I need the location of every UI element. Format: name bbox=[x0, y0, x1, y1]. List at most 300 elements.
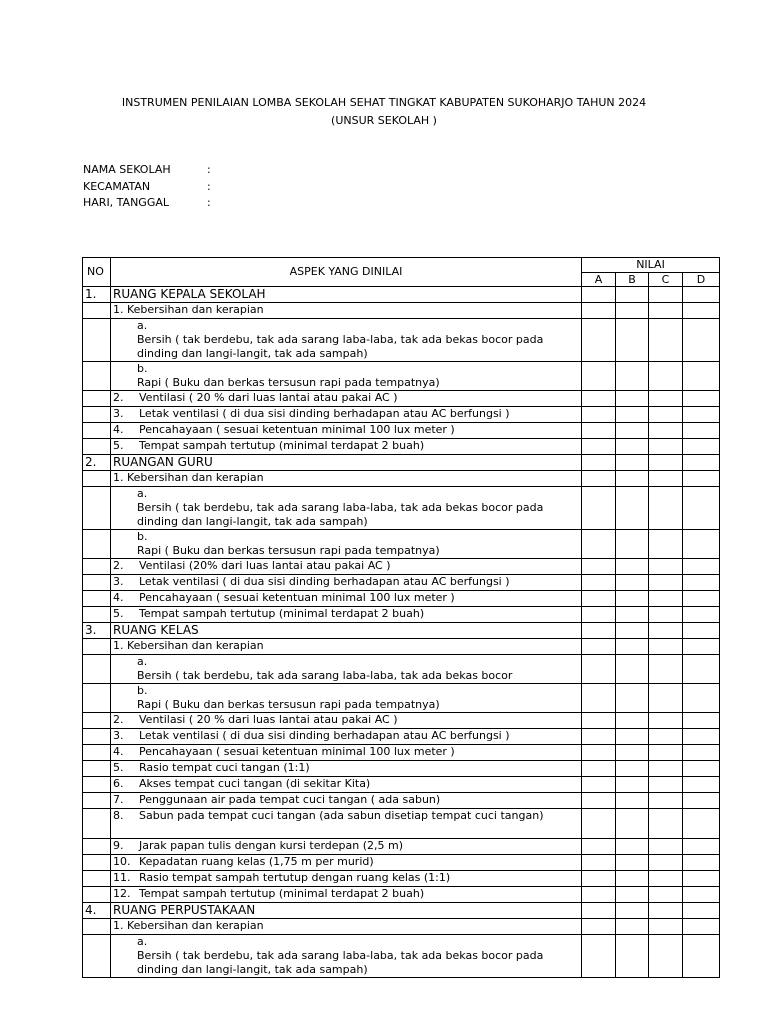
no-cell bbox=[83, 303, 111, 319]
grade-cell-b[interactable] bbox=[616, 575, 649, 591]
item-text: Jarak papan tulis dengan kursi terdepan (2,5 m) bbox=[139, 839, 404, 852]
no-cell bbox=[83, 471, 111, 487]
info-sep: : bbox=[207, 180, 211, 193]
item-text: Kebersihan dan kerapian bbox=[127, 919, 264, 932]
table-row bbox=[83, 745, 720, 761]
document-title-line2: (UNSUR SEKOLAH ) bbox=[331, 114, 437, 127]
no-cell bbox=[83, 423, 111, 439]
table-row bbox=[83, 607, 720, 623]
header-grade-c: C bbox=[649, 273, 683, 287]
grade-cell-c[interactable] bbox=[649, 391, 683, 407]
grade-cell-d[interactable] bbox=[683, 423, 720, 439]
grade-cell-b[interactable] bbox=[616, 471, 649, 487]
item-text: Kebersihan dan kerapian bbox=[127, 639, 264, 652]
info-label: NAMA SEKOLAH bbox=[83, 163, 171, 176]
grade-cell-a[interactable] bbox=[582, 655, 616, 684]
aspect-cell bbox=[111, 935, 582, 978]
grade-cell-b[interactable] bbox=[616, 729, 649, 745]
grade-cell-a[interactable] bbox=[582, 362, 616, 391]
item-number: 1. bbox=[113, 919, 124, 932]
grade-cell-c[interactable] bbox=[649, 487, 683, 530]
table-row bbox=[83, 303, 720, 319]
item-number: 1. bbox=[113, 639, 124, 652]
table-row bbox=[83, 919, 720, 935]
item-number: 3. bbox=[113, 407, 124, 420]
grade-cell-c[interactable] bbox=[649, 575, 683, 591]
header-nilai: NILAI bbox=[582, 258, 720, 273]
aspect-cell bbox=[111, 391, 582, 407]
grade-cell-c[interactable] bbox=[649, 919, 683, 935]
aspect-cell bbox=[111, 487, 582, 530]
grade-cell-b[interactable] bbox=[616, 903, 649, 919]
table-row bbox=[83, 487, 720, 530]
grade-cell-b[interactable] bbox=[616, 591, 649, 607]
grade-cell-b[interactable] bbox=[616, 487, 649, 530]
item-text: Sabun pada tempat cuci tangan (ada sabun disetiap tempat cuci tangan) bbox=[139, 809, 544, 822]
grade-cell-c[interactable] bbox=[649, 287, 683, 303]
section-title: RUANG PERPUSTAKAAN bbox=[111, 903, 582, 919]
grade-cell-c[interactable] bbox=[649, 591, 683, 607]
table-row bbox=[83, 591, 720, 607]
grade-cell-a[interactable] bbox=[582, 761, 616, 777]
grade-cell-c[interactable] bbox=[649, 530, 683, 559]
item-number: b. bbox=[137, 362, 148, 375]
no-cell bbox=[83, 713, 111, 729]
grade-cell-b[interactable] bbox=[616, 871, 649, 887]
aspect-cell bbox=[111, 591, 582, 607]
aspect-cell bbox=[111, 871, 582, 887]
table-row bbox=[83, 655, 720, 684]
aspect-cell bbox=[111, 575, 582, 591]
grade-cell-c[interactable] bbox=[649, 607, 683, 623]
section-number: 4. bbox=[83, 903, 111, 919]
grade-cell-c[interactable] bbox=[649, 471, 683, 487]
item-text: Kebersihan dan kerapian bbox=[127, 471, 264, 484]
aspect-cell bbox=[111, 729, 582, 745]
no-cell bbox=[83, 655, 111, 684]
grade-cell-c[interactable] bbox=[649, 303, 683, 319]
table-row bbox=[83, 839, 720, 855]
section-row bbox=[83, 455, 720, 471]
item-number: 3. bbox=[113, 575, 124, 588]
grade-cell-c[interactable] bbox=[649, 439, 683, 455]
grade-cell-a[interactable] bbox=[582, 423, 616, 439]
no-cell bbox=[83, 607, 111, 623]
grade-cell-a[interactable] bbox=[582, 623, 616, 639]
table-row bbox=[83, 935, 720, 978]
item-number: 3. bbox=[113, 729, 124, 742]
section-row bbox=[83, 287, 720, 303]
no-cell bbox=[83, 391, 111, 407]
no-cell bbox=[83, 530, 111, 559]
aspect-cell bbox=[111, 439, 582, 455]
grade-cell-c[interactable] bbox=[649, 887, 683, 903]
grade-cell-c[interactable] bbox=[649, 935, 683, 978]
grade-cell-a[interactable] bbox=[582, 839, 616, 855]
grade-cell-d[interactable] bbox=[683, 729, 720, 745]
info-label: HARI, TANGGAL bbox=[83, 196, 169, 209]
item-text: Ventilasi ( 20 % dari luas lantai atau pakai AC ) bbox=[139, 713, 398, 726]
table-row bbox=[83, 855, 720, 871]
grade-cell-b[interactable] bbox=[616, 761, 649, 777]
table-row bbox=[83, 777, 720, 793]
no-cell bbox=[83, 745, 111, 761]
aspect-cell bbox=[111, 407, 582, 423]
table-row bbox=[83, 887, 720, 903]
grade-cell-d[interactable] bbox=[683, 655, 720, 684]
item-text: Rapi ( Buku dan berkas tersusun rapi pada tempatnya) bbox=[137, 698, 440, 711]
grade-cell-b[interactable] bbox=[616, 639, 649, 655]
item-text: Akses tempat cuci tangan (di sekitar Kita) bbox=[139, 777, 371, 790]
grade-cell-b[interactable] bbox=[616, 684, 649, 713]
no-cell bbox=[83, 855, 111, 871]
grade-cell-c[interactable] bbox=[649, 729, 683, 745]
grade-cell-d[interactable] bbox=[683, 591, 720, 607]
grade-cell-a[interactable] bbox=[582, 745, 616, 761]
grade-cell-d[interactable] bbox=[683, 855, 720, 871]
item-number: 2. bbox=[113, 391, 124, 404]
item-text: Tempat sampah tertutup (minimal terdapat 2 buah) bbox=[139, 607, 425, 620]
grade-cell-a[interactable] bbox=[582, 607, 616, 623]
grade-cell-b[interactable] bbox=[616, 303, 649, 319]
aspect-cell bbox=[111, 423, 582, 439]
grade-cell-b[interactable] bbox=[616, 319, 649, 362]
item-number: 6. bbox=[113, 777, 124, 790]
item-text: Letak ventilasi ( di dua sisi dinding berhadapan atau AC berfungsi ) bbox=[139, 729, 510, 742]
item-text: Ventilasi (20% dari luas lantai atau pakai AC ) bbox=[139, 559, 391, 572]
item-number: 4. bbox=[113, 423, 124, 436]
info-sep: : bbox=[207, 196, 211, 209]
grade-cell-a[interactable] bbox=[582, 455, 616, 471]
grade-cell-b[interactable] bbox=[616, 935, 649, 978]
no-cell bbox=[83, 935, 111, 978]
aspect-cell bbox=[111, 655, 582, 684]
grade-cell-a[interactable] bbox=[582, 407, 616, 423]
grade-cell-d[interactable] bbox=[683, 487, 720, 530]
grade-cell-c[interactable] bbox=[649, 319, 683, 362]
grade-cell-c[interactable] bbox=[649, 407, 683, 423]
aspect-cell bbox=[111, 855, 582, 871]
item-number: b. bbox=[137, 684, 148, 697]
grade-cell-d[interactable] bbox=[683, 362, 720, 391]
section-title: RUANG KELAS bbox=[111, 623, 582, 639]
grade-cell-b[interactable] bbox=[616, 391, 649, 407]
grade-cell-b[interactable] bbox=[616, 559, 649, 575]
assessment-table bbox=[82, 257, 720, 978]
info-kecamatan bbox=[83, 180, 211, 193]
table-row bbox=[83, 684, 720, 713]
grade-cell-a[interactable] bbox=[582, 855, 616, 871]
no-cell bbox=[83, 487, 111, 530]
section-number: 3. bbox=[83, 623, 111, 639]
grade-cell-c[interactable] bbox=[649, 855, 683, 871]
grade-cell-b[interactable] bbox=[616, 439, 649, 455]
grade-cell-c[interactable] bbox=[649, 871, 683, 887]
grade-cell-b[interactable] bbox=[616, 919, 649, 935]
item-text: Bersih ( tak berdebu, tak ada sarang laba-laba, tak ada bekas bocor pada dinding dan langi-langit, tak ada sampah) bbox=[137, 333, 544, 360]
item-text: Rasio tempat cuci tangan (1:1) bbox=[139, 761, 310, 774]
table-row bbox=[83, 471, 720, 487]
grade-cell-a[interactable] bbox=[582, 793, 616, 809]
grade-cell-d[interactable] bbox=[683, 935, 720, 978]
grade-cell-a[interactable] bbox=[582, 935, 616, 978]
item-number: 10. bbox=[113, 855, 131, 868]
grade-cell-a[interactable] bbox=[582, 809, 616, 839]
grade-cell-b[interactable] bbox=[616, 287, 649, 303]
aspect-cell bbox=[111, 362, 582, 391]
grade-cell-d[interactable] bbox=[683, 319, 720, 362]
grade-cell-b[interactable] bbox=[616, 607, 649, 623]
section-row bbox=[83, 623, 720, 639]
item-text: Rapi ( Buku dan berkas tersusun rapi pada tempatnya) bbox=[137, 376, 440, 389]
section-title: RUANGAN GURU bbox=[111, 455, 582, 471]
grade-cell-d[interactable] bbox=[683, 575, 720, 591]
grade-cell-c[interactable] bbox=[649, 655, 683, 684]
item-number: 5. bbox=[113, 761, 124, 774]
header-grade-a: A bbox=[582, 273, 616, 287]
grade-cell-a[interactable] bbox=[582, 903, 616, 919]
grade-cell-d[interactable] bbox=[683, 471, 720, 487]
grade-cell-a[interactable] bbox=[582, 471, 616, 487]
aspect-cell bbox=[111, 919, 582, 935]
grade-cell-b[interactable] bbox=[616, 623, 649, 639]
grade-cell-c[interactable] bbox=[649, 639, 683, 655]
grade-cell-d[interactable] bbox=[683, 639, 720, 655]
item-number: a. bbox=[137, 655, 148, 668]
item-number: 2. bbox=[113, 713, 124, 726]
grade-cell-a[interactable] bbox=[582, 287, 616, 303]
no-cell bbox=[83, 777, 111, 793]
grade-cell-d[interactable] bbox=[683, 439, 720, 455]
grade-cell-b[interactable] bbox=[616, 530, 649, 559]
item-number: a. bbox=[137, 487, 148, 500]
grade-cell-a[interactable] bbox=[582, 487, 616, 530]
aspect-cell bbox=[111, 639, 582, 655]
table-header-row bbox=[83, 258, 720, 273]
grade-cell-d[interactable] bbox=[683, 839, 720, 855]
item-text: Rapi ( Buku dan berkas tersusun rapi pada tempatnya) bbox=[137, 544, 440, 557]
grade-cell-d[interactable] bbox=[683, 887, 720, 903]
aspect-cell bbox=[111, 713, 582, 729]
no-cell bbox=[83, 729, 111, 745]
grade-cell-b[interactable] bbox=[616, 855, 649, 871]
table-row bbox=[83, 809, 720, 839]
item-number: 4. bbox=[113, 591, 124, 604]
grade-cell-d[interactable] bbox=[683, 391, 720, 407]
grade-cell-a[interactable] bbox=[582, 777, 616, 793]
grade-cell-c[interactable] bbox=[649, 423, 683, 439]
item-text: Bersih ( tak berdebu, tak ada sarang laba-laba, tak ada bekas bocor bbox=[137, 669, 513, 682]
no-cell bbox=[83, 362, 111, 391]
grade-cell-c[interactable] bbox=[649, 839, 683, 855]
grade-cell-a[interactable] bbox=[582, 713, 616, 729]
grade-cell-d[interactable] bbox=[683, 793, 720, 809]
table-row bbox=[83, 761, 720, 777]
section-row bbox=[83, 903, 720, 919]
grade-cell-c[interactable] bbox=[649, 903, 683, 919]
aspect-cell bbox=[111, 777, 582, 793]
aspect-cell bbox=[111, 839, 582, 855]
grade-cell-d[interactable] bbox=[683, 684, 720, 713]
grade-cell-b[interactable] bbox=[616, 423, 649, 439]
grade-cell-d[interactable] bbox=[683, 303, 720, 319]
aspect-cell bbox=[111, 809, 582, 839]
no-cell bbox=[83, 407, 111, 423]
aspect-cell bbox=[111, 887, 582, 903]
grade-cell-d[interactable] bbox=[683, 809, 720, 839]
table-row bbox=[83, 639, 720, 655]
grade-cell-d[interactable] bbox=[683, 455, 720, 471]
document-title-line1: INSTRUMEN PENILAIAN LOMBA SEKOLAH SEHAT TINGKAT KABUPATEN SUKOHARJO TAHUN 2024 bbox=[121, 96, 647, 109]
no-cell bbox=[83, 575, 111, 591]
grade-cell-d[interactable] bbox=[683, 713, 720, 729]
aspect-cell bbox=[111, 607, 582, 623]
grade-cell-a[interactable] bbox=[582, 391, 616, 407]
grade-cell-c[interactable] bbox=[649, 761, 683, 777]
grade-cell-b[interactable] bbox=[616, 809, 649, 839]
grade-cell-d[interactable] bbox=[683, 607, 720, 623]
grade-cell-b[interactable] bbox=[616, 407, 649, 423]
item-number: 5. bbox=[113, 439, 124, 452]
grade-cell-a[interactable] bbox=[582, 919, 616, 935]
grade-cell-b[interactable] bbox=[616, 839, 649, 855]
table-row bbox=[83, 575, 720, 591]
grade-cell-c[interactable] bbox=[649, 745, 683, 761]
item-number: 1. bbox=[113, 471, 124, 484]
grade-cell-d[interactable] bbox=[683, 919, 720, 935]
no-cell bbox=[83, 319, 111, 362]
grade-cell-b[interactable] bbox=[616, 362, 649, 391]
no-cell bbox=[83, 684, 111, 713]
info-sep: : bbox=[207, 163, 211, 176]
info-hari-tanggal bbox=[83, 196, 211, 209]
grade-cell-b[interactable] bbox=[616, 887, 649, 903]
grade-cell-b[interactable] bbox=[616, 745, 649, 761]
grade-cell-a[interactable] bbox=[582, 684, 616, 713]
aspect-cell bbox=[111, 471, 582, 487]
section-title: RUANG KEPALA SEKOLAH bbox=[111, 287, 582, 303]
grade-cell-c[interactable] bbox=[649, 362, 683, 391]
aspect-cell bbox=[111, 319, 582, 362]
table-row bbox=[83, 793, 720, 809]
table-row bbox=[83, 391, 720, 407]
item-text: Bersih ( tak berdebu, tak ada sarang laba-laba, tak ada bekas bocor pada dinding dan langi-langit, tak ada sampah) bbox=[137, 949, 544, 976]
grade-cell-b[interactable] bbox=[616, 713, 649, 729]
item-text: Tempat sampah tertutup (minimal terdapat 2 buah) bbox=[139, 439, 425, 452]
aspect-cell bbox=[111, 684, 582, 713]
table-row bbox=[83, 407, 720, 423]
section-number: 2. bbox=[83, 455, 111, 471]
grade-cell-d[interactable] bbox=[683, 287, 720, 303]
item-text: Ventilasi ( 20 % dari luas lantai atau pakai AC ) bbox=[139, 391, 398, 404]
item-number: 1. bbox=[113, 303, 124, 316]
grade-cell-d[interactable] bbox=[683, 559, 720, 575]
grade-cell-d[interactable] bbox=[683, 903, 720, 919]
grade-cell-c[interactable] bbox=[649, 455, 683, 471]
table-row bbox=[83, 423, 720, 439]
item-number: a. bbox=[137, 935, 148, 948]
item-number: 12. bbox=[113, 887, 131, 900]
grade-cell-a[interactable] bbox=[582, 575, 616, 591]
grade-cell-d[interactable] bbox=[683, 777, 720, 793]
grade-cell-a[interactable] bbox=[582, 591, 616, 607]
grade-cell-a[interactable] bbox=[582, 319, 616, 362]
grade-cell-d[interactable] bbox=[683, 407, 720, 423]
item-text: Pencahayaan ( sesuai ketentuan minimal 100 lux meter ) bbox=[139, 745, 455, 758]
aspect-cell bbox=[111, 303, 582, 319]
item-text: Letak ventilasi ( di dua sisi dinding berhadapan atau AC berfungsi ) bbox=[139, 575, 510, 588]
grade-cell-a[interactable] bbox=[582, 871, 616, 887]
grade-cell-d[interactable] bbox=[683, 761, 720, 777]
aspect-cell bbox=[111, 793, 582, 809]
header-aspek: ASPEK YANG DINILAI bbox=[111, 258, 582, 287]
grade-cell-d[interactable] bbox=[683, 530, 720, 559]
grade-cell-a[interactable] bbox=[582, 729, 616, 745]
table-row bbox=[83, 439, 720, 455]
table-row bbox=[83, 559, 720, 575]
item-number: 8. bbox=[113, 809, 124, 822]
no-cell bbox=[83, 839, 111, 855]
grade-cell-a[interactable] bbox=[582, 559, 616, 575]
item-text: Penggunaan air pada tempat cuci tangan ( ada sabun) bbox=[139, 793, 441, 806]
table-row bbox=[83, 713, 720, 729]
grade-cell-b[interactable] bbox=[616, 655, 649, 684]
grade-cell-d[interactable] bbox=[683, 623, 720, 639]
item-text: Kebersihan dan kerapian bbox=[127, 303, 264, 316]
item-number: 5. bbox=[113, 607, 124, 620]
table-row bbox=[83, 530, 720, 559]
section-number: 1. bbox=[83, 287, 111, 303]
item-number: 11. bbox=[113, 871, 131, 884]
grade-cell-c[interactable] bbox=[649, 777, 683, 793]
item-text: Pencahayaan ( sesuai ketentuan minimal 100 lux meter ) bbox=[139, 423, 455, 436]
grade-cell-a[interactable] bbox=[582, 639, 616, 655]
item-number: a. bbox=[137, 319, 148, 332]
item-text: Kepadatan ruang kelas (1,75 m per murid) bbox=[139, 855, 374, 868]
aspect-cell bbox=[111, 761, 582, 777]
item-number: 9. bbox=[113, 839, 124, 852]
grade-cell-c[interactable] bbox=[649, 559, 683, 575]
grade-cell-d[interactable] bbox=[683, 745, 720, 761]
grade-cell-b[interactable] bbox=[616, 777, 649, 793]
item-number: 4. bbox=[113, 745, 124, 758]
grade-cell-a[interactable] bbox=[582, 439, 616, 455]
grade-cell-b[interactable] bbox=[616, 793, 649, 809]
table-row bbox=[83, 362, 720, 391]
header-no: NO bbox=[83, 258, 111, 287]
header-grade-d: D bbox=[683, 273, 720, 287]
table-row bbox=[83, 319, 720, 362]
grade-cell-c[interactable] bbox=[649, 809, 683, 839]
no-cell bbox=[83, 761, 111, 777]
grade-cell-c[interactable] bbox=[649, 684, 683, 713]
aspect-cell bbox=[111, 559, 582, 575]
grade-cell-a[interactable] bbox=[582, 303, 616, 319]
table-row bbox=[83, 871, 720, 887]
grade-cell-c[interactable] bbox=[649, 793, 683, 809]
grade-cell-b[interactable] bbox=[616, 455, 649, 471]
grade-cell-d[interactable] bbox=[683, 871, 720, 887]
grade-cell-c[interactable] bbox=[649, 713, 683, 729]
info-label: KECAMATAN bbox=[83, 180, 151, 193]
aspect-cell bbox=[111, 530, 582, 559]
grade-cell-a[interactable] bbox=[582, 887, 616, 903]
item-text: Letak ventilasi ( di dua sisi dinding berhadapan atau AC berfungsi ) bbox=[139, 407, 510, 420]
item-number: 7. bbox=[113, 793, 124, 806]
no-cell bbox=[83, 919, 111, 935]
grade-cell-c[interactable] bbox=[649, 623, 683, 639]
grade-cell-a[interactable] bbox=[582, 530, 616, 559]
